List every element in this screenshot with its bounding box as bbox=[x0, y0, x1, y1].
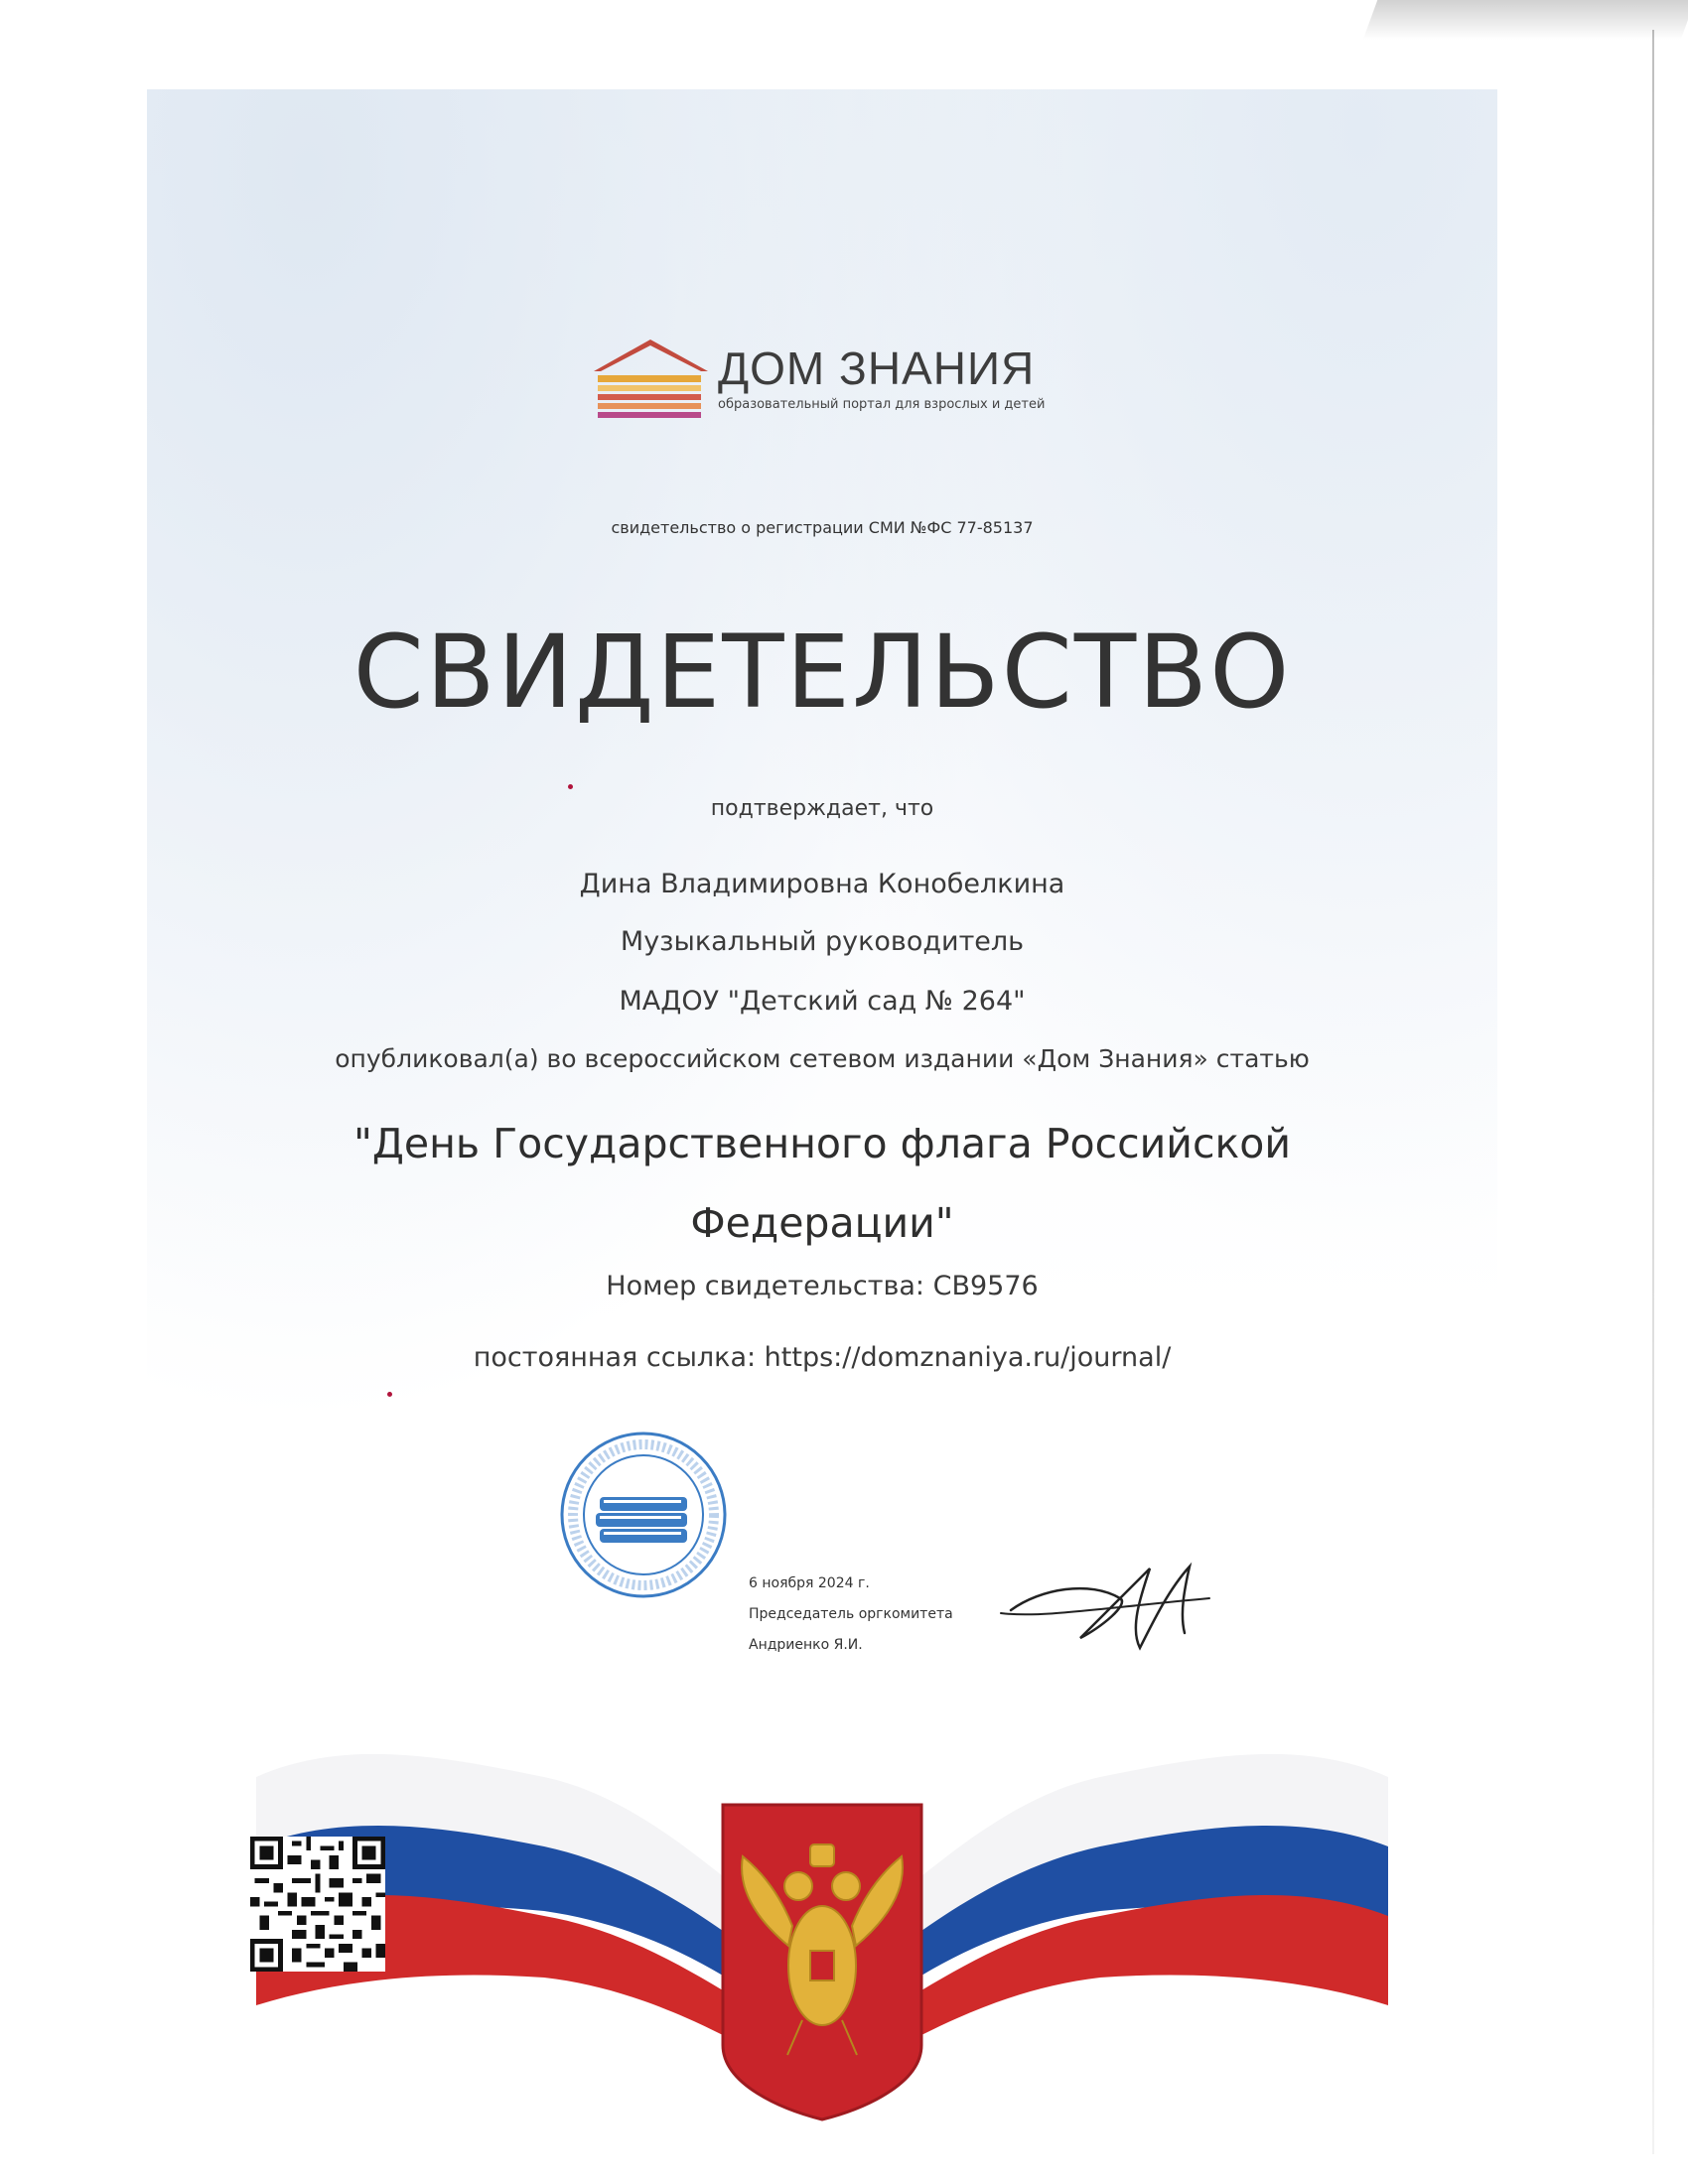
books-icon bbox=[596, 1497, 687, 1543]
signature-block bbox=[749, 1569, 953, 1661]
signer-name: Андриенко Я.И. bbox=[749, 1637, 863, 1653]
organization-name: МАДОУ "Детский сад № 264" bbox=[619, 986, 1026, 1017]
confirms-text: подтверждает, что bbox=[710, 796, 934, 821]
article-title-line-2: Федерации" bbox=[690, 1199, 954, 1247]
certificate-number: Номер свидетельства: СВ9576 bbox=[606, 1271, 1039, 1301]
issue-date: 6 ноября 2024 г. bbox=[749, 1575, 870, 1591]
qr-code[interactable] bbox=[250, 1837, 385, 1972]
brand-tagline: образовательный портал для взрослых и детей bbox=[718, 397, 1046, 412]
handwritten-signature bbox=[981, 1559, 1229, 1658]
person-name: Дина Владимировна Конобелкина bbox=[579, 869, 1065, 899]
ink-dot bbox=[568, 784, 573, 789]
registration-line: свидетельство о регистрации СМИ №ФС 77-85137 bbox=[611, 518, 1034, 537]
scan-shadow bbox=[1363, 0, 1688, 40]
house-books-icon bbox=[594, 336, 708, 420]
scan-edge bbox=[1652, 30, 1654, 2154]
permanent-link: постоянная ссылка: https://domznaniya.ru/journal/ bbox=[473, 1342, 1172, 1373]
published-text: опубликовал(а) во всероссийском сетевом издании «Дом Знания» статью bbox=[335, 1044, 1310, 1073]
ink-dot bbox=[387, 1392, 392, 1397]
brand-name: ДОМ ЗНАНИЯ bbox=[718, 342, 1036, 394]
certificate-sheet bbox=[147, 89, 1497, 2134]
article-title-line-1: "День Государственного флага Российской bbox=[353, 1120, 1291, 1167]
brand-logo bbox=[594, 336, 1110, 450]
certificate-title: СВИДЕТЕЛЬСТВО bbox=[352, 614, 1292, 732]
person-position: Музыкальный руководитель bbox=[620, 926, 1025, 957]
seal-stamp bbox=[558, 1430, 729, 1600]
signer-role: Председатель оргкомитета bbox=[749, 1606, 953, 1622]
article-title bbox=[147, 1104, 1497, 1263]
